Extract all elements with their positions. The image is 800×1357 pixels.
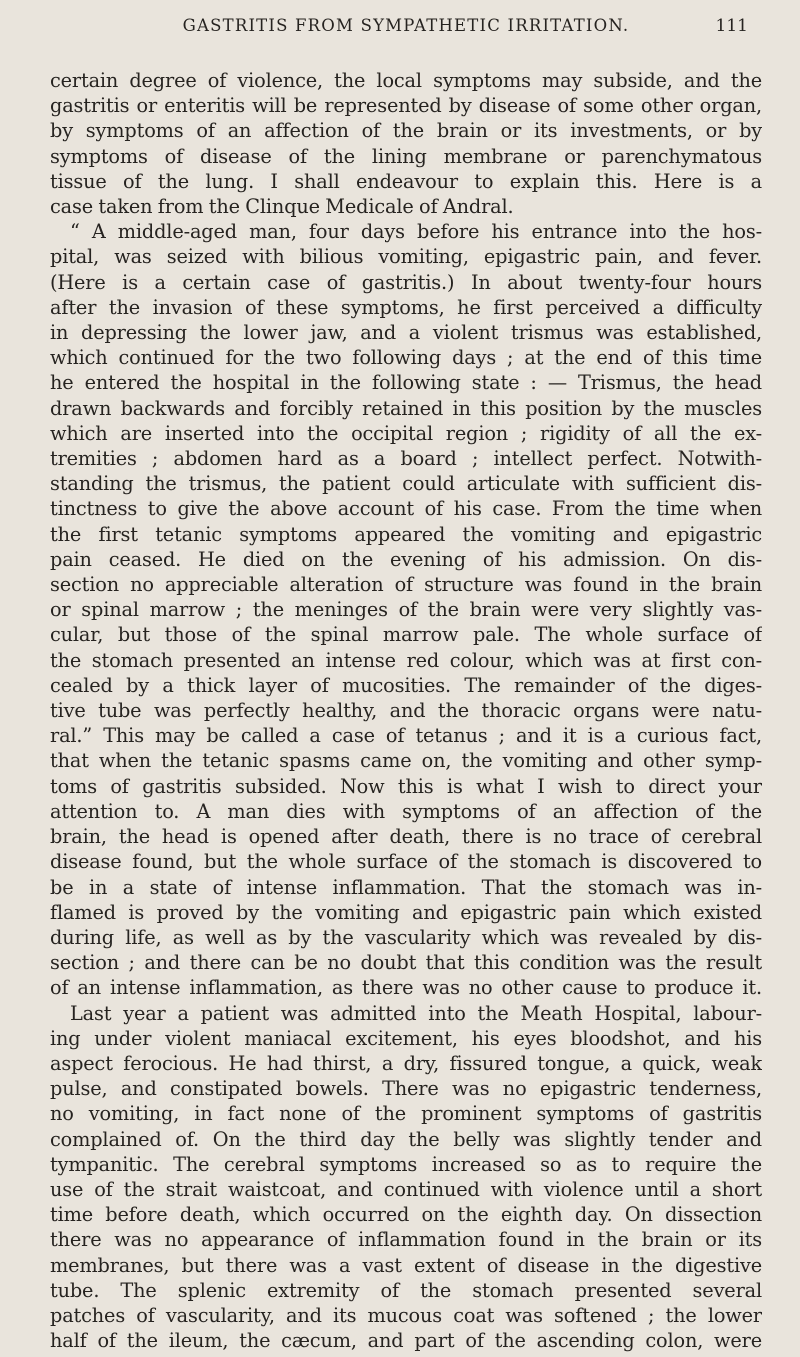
text-line: that when the tetanic spasms came on, the vomiting and other symp-	[50, 749, 762, 773]
text-line: during life, as well as by the vascularity which was revealed by dis-	[50, 925, 762, 949]
text-line: gastritis or enteritis will be represented by disease of some other organ,	[50, 94, 762, 118]
text-line: pital, was seized with bilious vomiting, epigastric pain, and fever.	[50, 245, 762, 269]
text-line: he entered the hospital in the following state : — Trismus, the head	[50, 371, 762, 395]
text-line: which continued for the two following days ; at the end of this time	[50, 346, 762, 370]
text-line: the stomach presented an intense red colour, which was at first con-	[50, 648, 762, 672]
text-line: which are inserted into the occipital region ; rigidity of all the ex-	[50, 421, 762, 445]
text-line: symptoms of disease of the lining membrane or parenchymatous	[50, 144, 762, 168]
text-line: ing under violent maniacal excitement, his eyes bloodshot, and his	[50, 1026, 762, 1050]
text-line: “ A middle-aged man, four days before his entrance into the hos-	[70, 220, 762, 244]
text-line: time before death, which occurred on the eighth day. On dissection	[50, 1203, 762, 1227]
text-line: tremities ; abdomen hard as a board ; intellect perfect. Notwith-	[50, 447, 762, 471]
text-line: patches of vascularity, and its mucous coat was softened ; the lower	[50, 1303, 762, 1327]
text-line: tive tube was perfectly healthy, and the thoracic organs were natu-	[50, 699, 762, 723]
text-line: pain ceased. He died on the evening of his admission. On dis-	[50, 547, 762, 571]
text-line: flamed is proved by the vomiting and epigastric pain which existed	[50, 900, 762, 924]
text-line: be in a state of intense inflammation. That the stomach was in-	[50, 875, 762, 899]
text-line: or spinal marrow ; the meninges of the brain were very slightly vas-	[50, 598, 762, 622]
text-line: membranes, but there was a vast extent of disease in the digestive	[50, 1253, 762, 1277]
body-text	[50, 68, 762, 1353]
text-line: brain, the head is opened after death, there is no trace of cerebral	[50, 825, 762, 849]
text-line: aspect ferocious. He had thirst, a dry, fissured tongue, a quick, weak	[50, 1051, 762, 1075]
text-line: pulse, and constipated bowels. There was no epigastric tenderness,	[50, 1077, 762, 1101]
text-line: tissue of the lung. I shall endeavour to explain this. Here is a	[50, 169, 762, 193]
text-line: complained of. On the third day the belly was slightly tender and	[50, 1127, 762, 1151]
text-line: after the invasion of these symptoms, he first perceived a difficulty	[50, 295, 762, 319]
text-line: tinctness to give the above account of his case. From the time when	[50, 497, 762, 521]
text-line: certain degree of violence, the local symptoms may subside, and the	[50, 69, 762, 92]
text-line: there was no appearance of inflammation found in the brain or its	[50, 1228, 762, 1252]
text-line: half of the ileum, the cæcum, and part of the ascending colon, were	[50, 1329, 762, 1353]
page-number: 111	[715, 16, 748, 36]
text-line: by symptoms of an affection of the brain or its investments, or by	[50, 119, 762, 143]
text-line: use of the strait waistcoat, and continued with violence until a short	[50, 1177, 762, 1201]
text-line: tube. The splenic extremity of the stomach presented several	[50, 1278, 762, 1302]
text-line: tympanitic. The cerebral symptoms increased so as to require the	[50, 1152, 762, 1176]
text-line: case taken from the Clinque Medicale of Andral.	[50, 195, 514, 219]
text-line: in depressing the lower jaw, and a violent trismus was established,	[50, 321, 762, 345]
text-line: Last year a patient was admitted into the Meath Hospital, labour-	[70, 1001, 762, 1025]
text-line: (Here is a certain case of gastritis.) In about twenty-four hours	[50, 270, 762, 294]
text-line: section ; and there can be no doubt that this condition was the result	[50, 951, 762, 975]
running-head	[50, 14, 762, 46]
text-line: attention to. A man dies with symptoms of an affection of the	[50, 799, 762, 823]
text-line: cular, but those of the spinal marrow pale. The whole surface of	[50, 623, 762, 647]
text-line: no vomiting, in fact none of the prominent symptoms of gastritis	[50, 1102, 762, 1126]
text-line: ral.” This may be called a case of tetanus ; and it is a curious fact,	[50, 724, 762, 748]
running-title: GASTRITIS FROM SYMPATHETIC IRRITATION.	[182, 16, 630, 35]
text-line: of an intense inflammation, as there was no other cause to produce it.	[50, 976, 762, 1000]
text-line: the first tetanic symptoms appeared the vomiting and epigastric	[50, 522, 762, 546]
text-line: cealed by a thick layer of mucosities. The remainder of the diges-	[50, 673, 762, 697]
text-line: disease found, but the whole surface of the stomach is discovered to	[50, 850, 762, 874]
text-line: standing the trismus, the patient could articulate with sufficient dis-	[50, 472, 762, 496]
text-line: section no appreciable alteration of structure was found in the brain	[50, 573, 762, 597]
text-line: toms of gastritis subsided. Now this is what I wish to direct your	[50, 774, 762, 798]
text-line: drawn backwards and forcibly retained in this position by the muscles	[50, 396, 762, 420]
